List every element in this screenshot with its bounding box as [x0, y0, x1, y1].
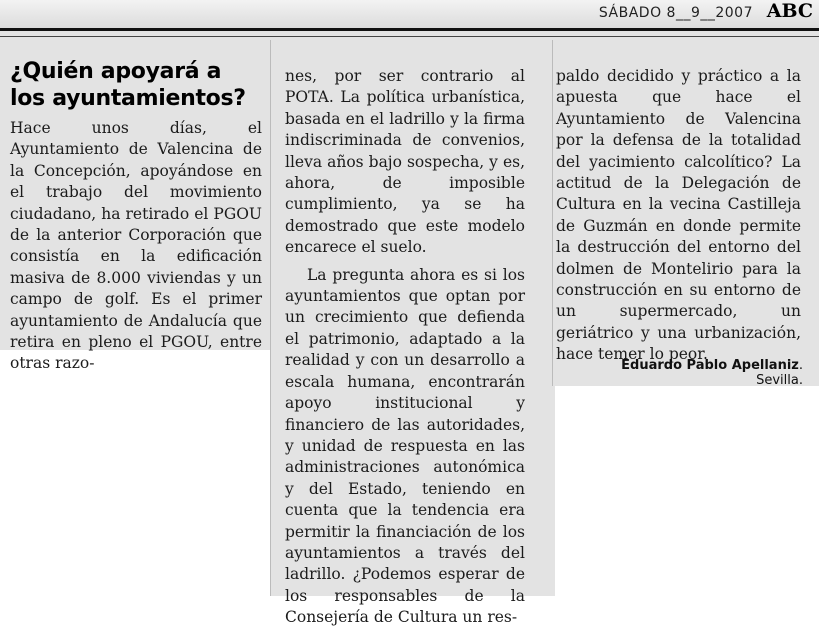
header-thick-rule	[0, 28, 819, 31]
issue-date: SÁBADO 8__9__2007	[598, 5, 753, 21]
article-paragraph: Hace unos días, el Ayuntamiento de Valencina de la Concepción, apoyándose en el trabajo del movimiento ciudadano, ha retirado el PGOU de la anterior Corporación que consistía en la edificación masiva de 8.000 viviendas y un campo de golf. Es el primer ayuntamiento de Andalucía que retira en pleno el PGOU, entre otras razo-	[10, 119, 262, 373]
article-paragraph: La pregunta ahora es si los ayuntamientos que optan por un crecimiento que defienda el patrimonio, adaptado a la realidad y con un desarrollo a escala humana, encontrarán apoyo institucional y financiero de las autoridades, y unidad de respuesta en las administraciones autonómica y del Estado, teniendo en cuenta que la tendencia era permitir la financiación de los ayuntamientos a través del ladrillo. ¿Podemos esperar de los responsables de la Consejería de Cultura un res-	[285, 265, 525, 627]
article-headline: ¿Quién apoyará a los ayuntamientos?	[10, 59, 246, 111]
article-column-3	[556, 66, 801, 366]
column-separator	[552, 40, 553, 386]
article-column-1	[10, 118, 262, 375]
clipping-edge-left	[0, 350, 270, 596]
paper-background-col3	[555, 386, 819, 596]
article-column-2	[285, 66, 525, 629]
article-paragraph: paldo decidido y práctico a la apuesta que hace el Ayuntamiento de Valencina por la defensa de la totalidad del yacimiento calcolítico? La actitud de la Delegación de Cultura en la vecina Castilleja de Guzmán en donde permite la destrucción del entorno del dolmen de Montelirio para la construcción en su entorno de un supermercado, un geriátrico y una urbanización, hace temer lo peor.	[556, 67, 801, 364]
column-separator	[270, 40, 271, 596]
author-name: Eduardo Pablo Apellaniz	[621, 358, 799, 373]
article-paragraph: nes, por ser contrario al POTA. La política urbanística, basada en el ladrillo y la firma indiscriminada de convenios, lleva años bajo sospecha, y es, ahora, de imposible cumplimiento, ya se ha demostrado que este modelo encarece el suelo.	[285, 67, 525, 257]
author-location: . Sevilla.	[756, 358, 803, 388]
author-signature	[585, 358, 803, 388]
header-thin-rule	[0, 36, 819, 37]
newspaper-logo: ABC	[766, 0, 813, 22]
